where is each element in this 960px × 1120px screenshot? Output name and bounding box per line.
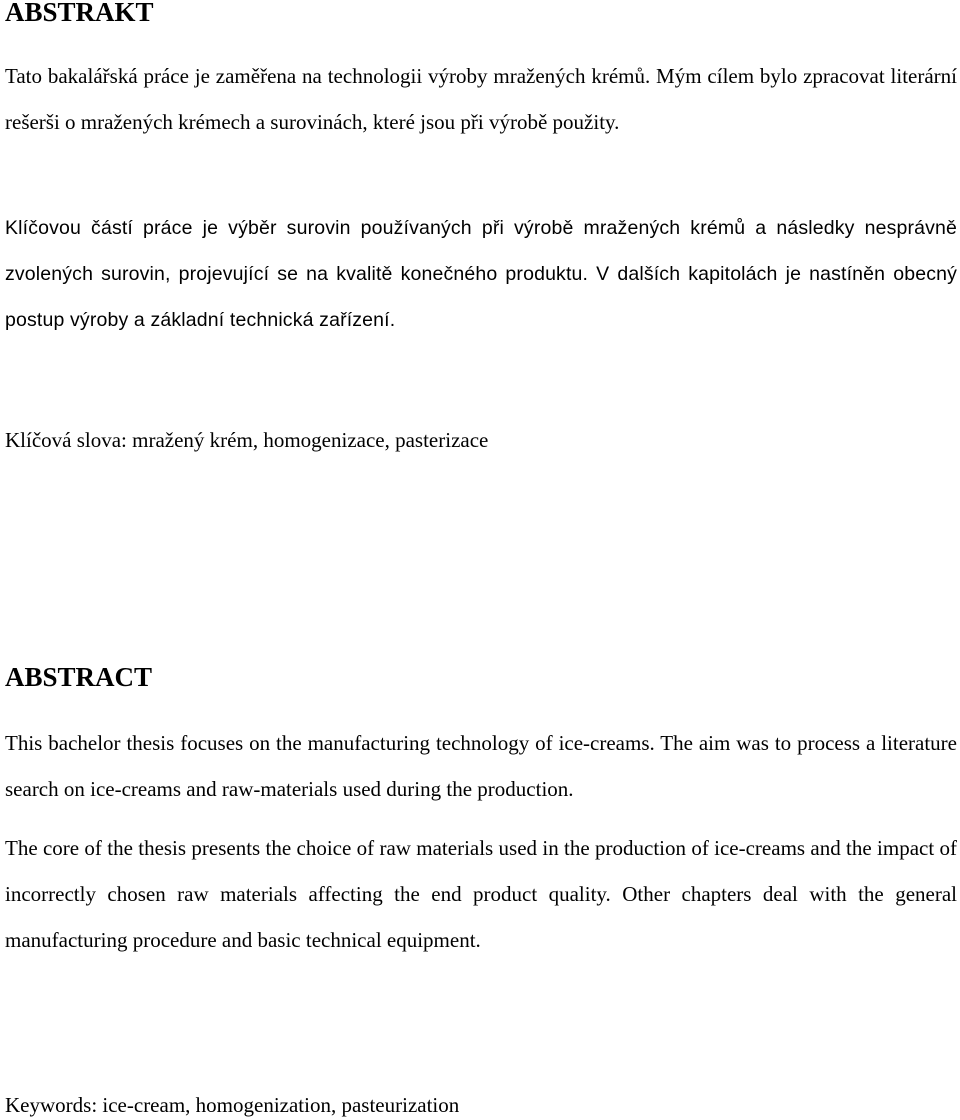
abstrakt-keywords: Klíčová slova: mražený krém, homogenizace, pasterizace	[5, 428, 489, 452]
abstract-paragraph-1: This bachelor thesis focuses on the manufacturing technology of ice-creams. The aim was to process a literature search on ice-creams and raw-materials used during the production.	[5, 731, 957, 801]
abstract-paragraph-2: The core of the thesis presents the choice of raw materials used in the production of ice-creams and the impact of incorrectly chosen raw materials affecting the end product quality. Other chapters deal with the general manufacturing procedure and basic technical equipment.	[5, 836, 957, 952]
abstrakt-paragraph-2: Klíčovou částí práce je výběr surovin používaných při výrobě mražených krémů a následky nesprávně zvolených surovin, projevující se na kvalitě konečného produktu. V dalších kapitolách je nastíněn obecný postup výroby a základní technická zařízení.	[5, 217, 957, 331]
abstrakt-paragraph-1: Tato bakalářská práce je zaměřena na technologii výroby mražených krémů. Mým cílem bylo zpracovat literární rešerši o mražených krémech a surovinách, které jsou při výrobě použity.	[5, 64, 957, 134]
abstract-heading: ABSTRACT	[5, 662, 153, 692]
abstract-keywords: Keywords: ice-cream, homogenization, pasteurization	[5, 1093, 460, 1117]
abstrakt-heading: ABSTRAKT	[5, 0, 154, 27]
